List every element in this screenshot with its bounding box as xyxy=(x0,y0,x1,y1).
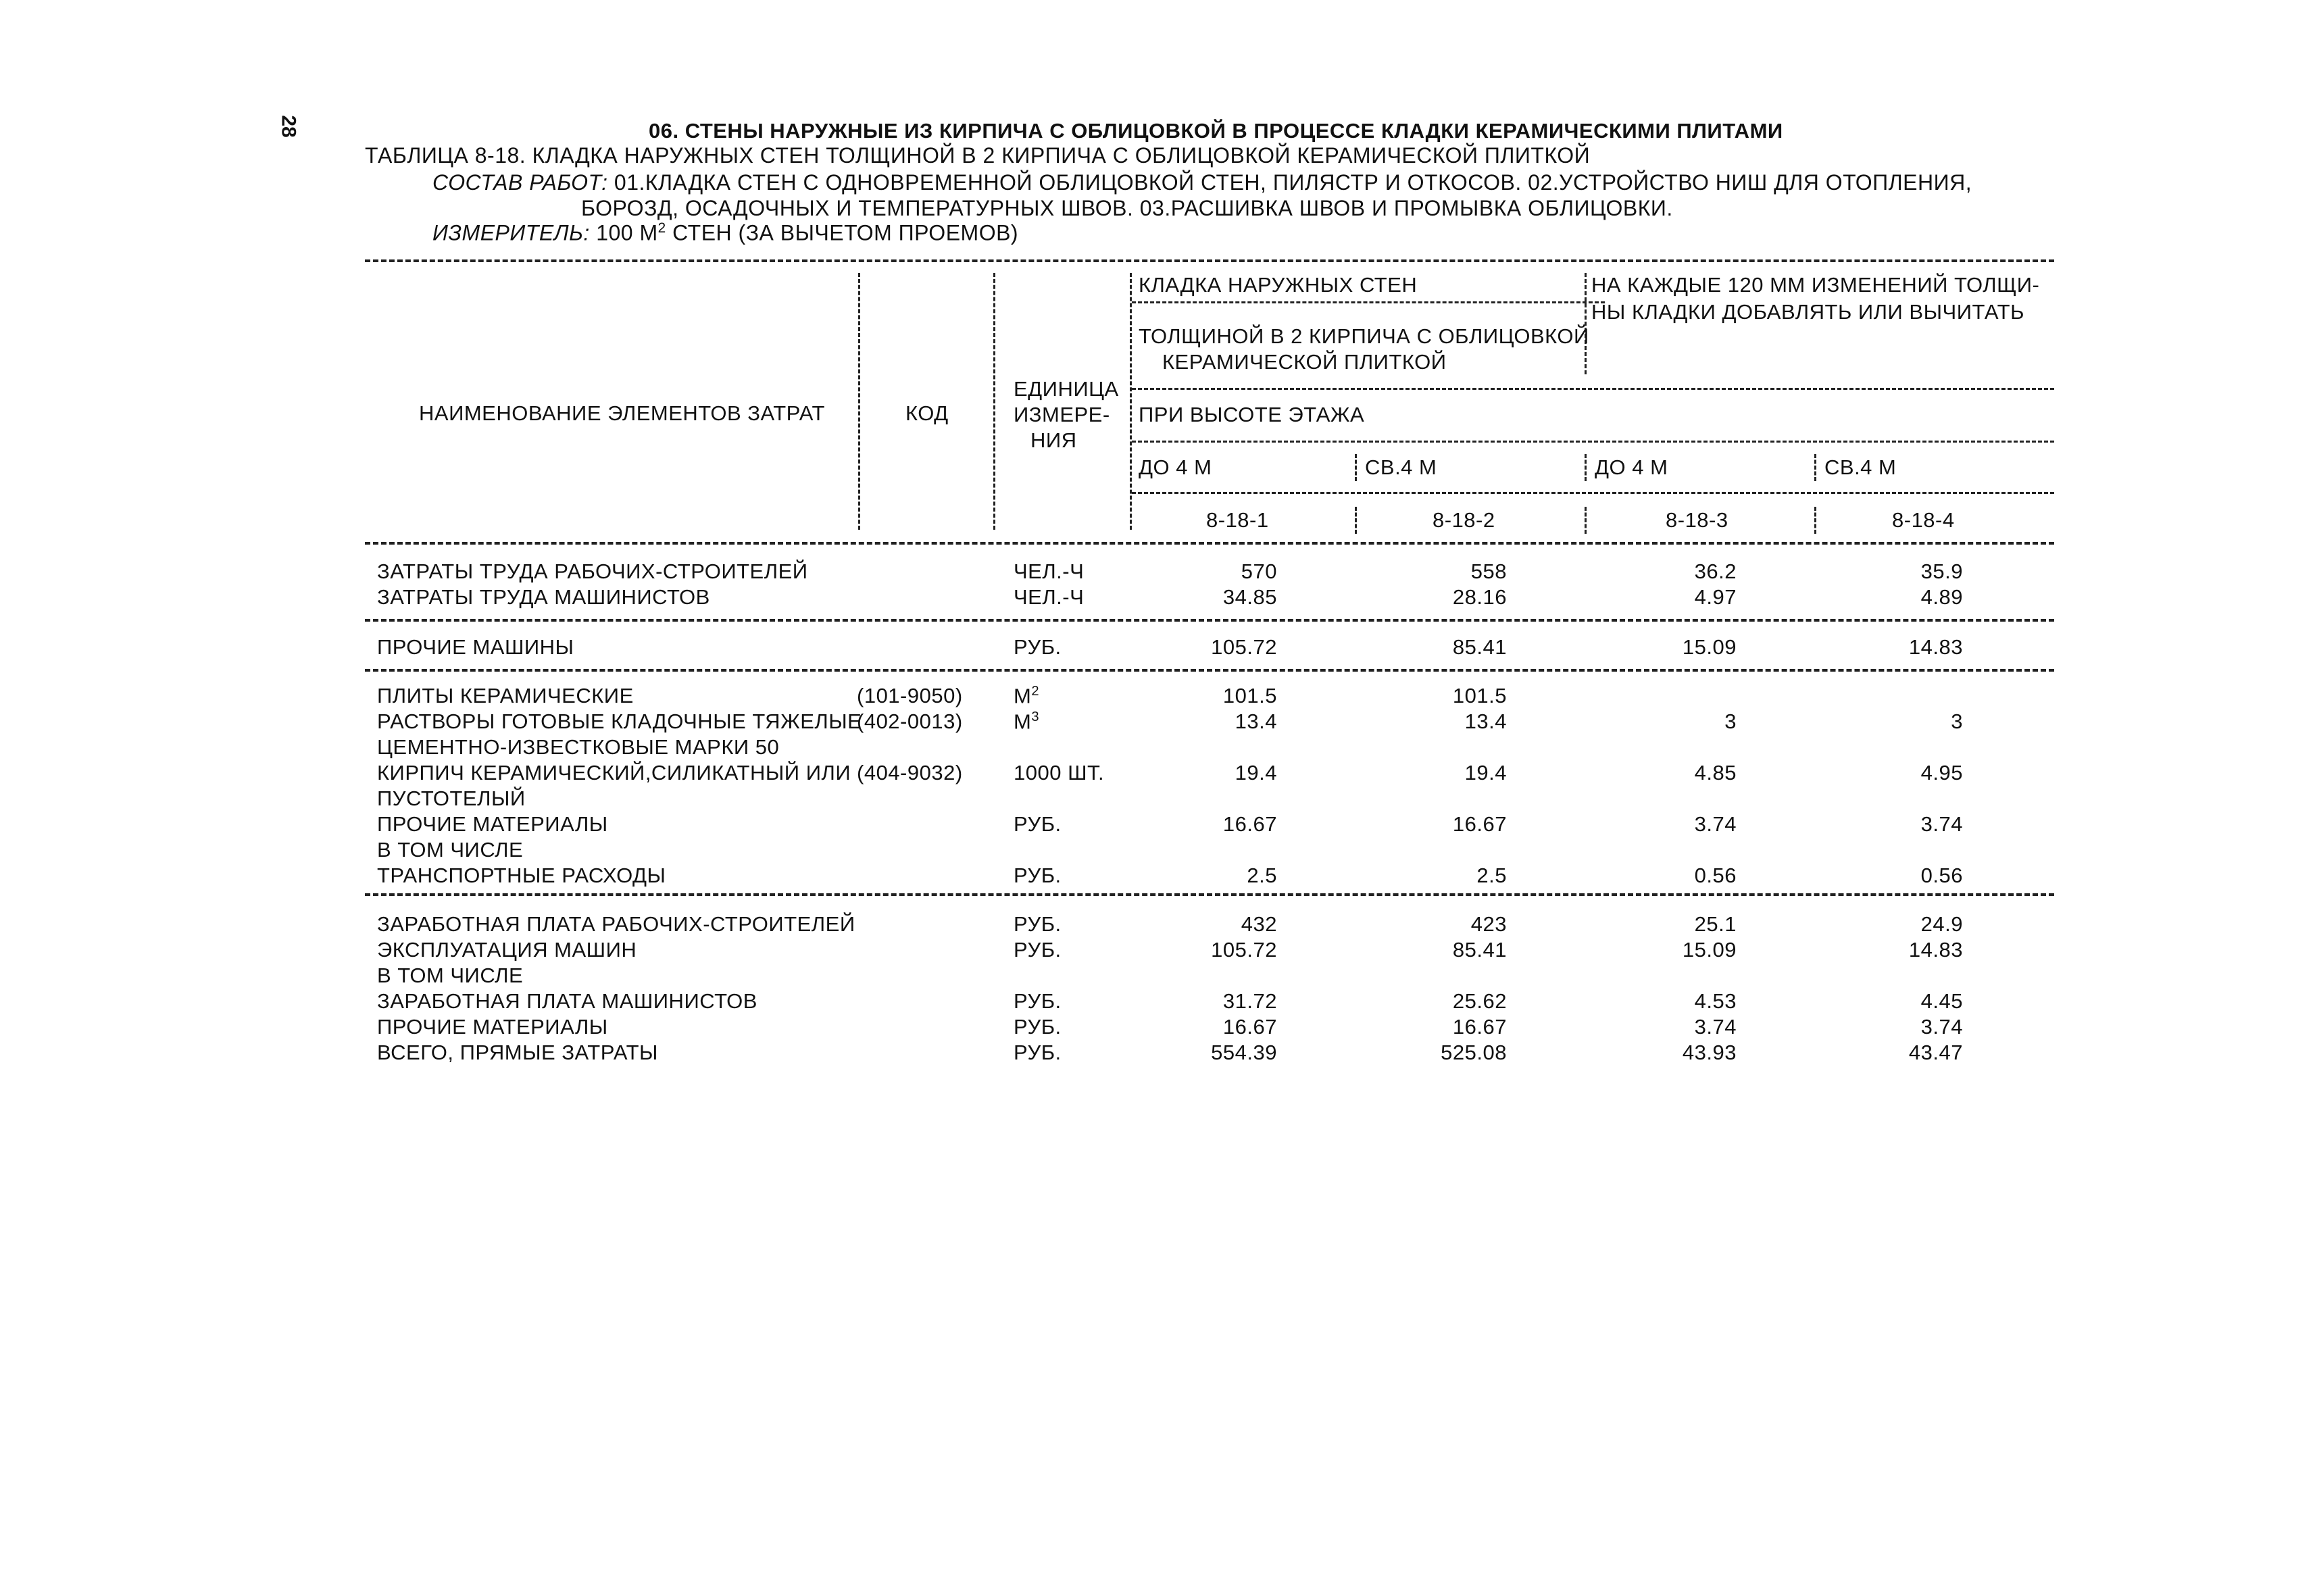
header-group1-a: КЛАДКА НАРУЖНЫХ СТЕН xyxy=(1139,273,1418,297)
cell-v1: 432 xyxy=(1241,912,1277,936)
cell-v4: 43.47 xyxy=(1908,1041,1963,1064)
header-vsep-h2 xyxy=(1355,454,1357,481)
cell-name: ПУСТОТЕЛЫЙ xyxy=(377,787,526,810)
cell-v3: 3.74 xyxy=(1694,1015,1737,1039)
cell-v2: 13.4 xyxy=(1464,709,1507,733)
cell-name: ЗАРАБОТНАЯ ПЛАТА РАБОЧИХ-СТРОИТЕЛЕЙ xyxy=(377,912,855,936)
header-code-1: 8-18-1 xyxy=(1206,508,1269,532)
cell-v2: 558 xyxy=(1470,559,1507,583)
header-rule-c xyxy=(1132,441,2054,443)
cell-code: (101-9050) xyxy=(857,684,963,707)
cell-v1: 31.72 xyxy=(1222,989,1277,1013)
section-rule-2 xyxy=(365,669,2054,672)
header-rule-b xyxy=(1132,388,2054,390)
cell-name: ЗАТРАТЫ ТРУДА МАШИНИСТОВ xyxy=(377,585,710,609)
cell-unit: РУБ. xyxy=(1014,989,1062,1013)
cell-name: КИРПИЧ КЕРАМИЧЕСКИЙ,СИЛИКАТНЫЙ ИЛИ xyxy=(377,761,851,784)
table-title: ТАБЛИЦА 8-18. КЛАДКА НАРУЖНЫХ СТЕН ТОЛЩИНОЙ В 2 КИРПИЧА С ОБЛИЦОВКОЙ КЕРАМИЧЕСКОЙ ПЛИТКОЙ xyxy=(365,143,1591,168)
cell-v3: 43.93 xyxy=(1682,1041,1737,1064)
cell-v2: 85.41 xyxy=(1452,938,1507,962)
cell-unit: ЧЕЛ.-Ч xyxy=(1014,585,1085,609)
cell-v1: 19.4 xyxy=(1235,761,1277,784)
cell-v1: 34.85 xyxy=(1222,585,1277,609)
cell-v4: 35.9 xyxy=(1920,559,1963,583)
cell-v3: 4.97 xyxy=(1694,585,1737,609)
header-unit-col-1: ЕДИНИЦА xyxy=(1014,377,1119,401)
header-h4: СВ.4 М xyxy=(1824,455,1897,479)
unit-of-measure-post: СТЕН (ЗА ВЫЧЕТОМ ПРОЕМОВ) xyxy=(666,220,1019,245)
cell-v3: 3 xyxy=(1724,709,1737,733)
header-group2-b: НЫ КЛАДКИ ДОБАВЛЯТЬ ИЛИ ВЫЧИТАТЬ xyxy=(1591,300,2024,324)
cell-v2: 101.5 xyxy=(1452,684,1507,707)
cell-unit: РУБ. xyxy=(1014,635,1062,659)
table-top-rule xyxy=(365,259,2054,262)
cell-name: ЗАТРАТЫ ТРУДА РАБОЧИХ-СТРОИТЕЛЕЙ xyxy=(377,559,808,583)
cell-v4: 24.9 xyxy=(1920,912,1963,936)
header-vsep-code xyxy=(993,273,995,530)
unit-of-measure-pre: 100 М xyxy=(596,220,658,245)
cell-unit: РУБ. xyxy=(1014,938,1062,962)
section-rule-3 xyxy=(365,893,2054,896)
work-composition-text-2: БОРОЗД, ОСАДОЧНЫХ И ТЕМПЕРАТУРНЫХ ШВОВ. 03.РАСШИВКА ШВОВ И ПРОМЫВКА ОБЛИЦОВКИ. xyxy=(581,196,1673,220)
cell-v1: 13.4 xyxy=(1235,709,1277,733)
header-rule-a xyxy=(1132,301,1605,303)
header-vsep-name xyxy=(858,273,860,530)
cell-v4: 4.95 xyxy=(1920,761,1963,784)
cell-v4: 14.83 xyxy=(1908,635,1963,659)
cell-name: ТРАНСПОРТНЫЕ РАСХОДЫ xyxy=(377,864,666,887)
unit-superscript: 3 xyxy=(1031,709,1040,724)
cell-v3: 15.09 xyxy=(1682,938,1737,962)
cell-v1: 101.5 xyxy=(1222,684,1277,707)
cell-name: В ТОМ ЧИСЛЕ xyxy=(377,838,524,862)
header-rule-d xyxy=(1132,492,2054,494)
section-title: 06. СТЕНЫ НАРУЖНЫЕ ИЗ КИРПИЧА С ОБЛИЦОВКОЙ В ПРОЦЕССЕ КЛАДКИ КЕРАМИЧЕСКИМИ ПЛИТАМИ xyxy=(649,119,1783,143)
cell-v3: 25.1 xyxy=(1694,912,1737,936)
cell-v3: 4.53 xyxy=(1694,989,1737,1013)
cell-v4: 3.74 xyxy=(1920,1015,1963,1039)
header-code-4: 8-18-4 xyxy=(1892,508,1955,532)
cell-v2: 16.67 xyxy=(1452,812,1507,836)
cell-code: (404-9032) xyxy=(857,761,963,784)
cell-unit: РУБ. xyxy=(1014,912,1062,936)
cell-name: ПРОЧИЕ МАШИНЫ xyxy=(377,635,574,659)
cell-v1: 16.67 xyxy=(1222,1015,1277,1039)
cell-v3: 0.56 xyxy=(1694,864,1737,887)
cell-unit: РУБ. xyxy=(1014,1015,1062,1039)
cell-name: ВСЕГО, ПРЯМЫЕ ЗАТРАТЫ xyxy=(377,1041,658,1064)
cell-unit: 1000 ШТ. xyxy=(1014,761,1105,784)
cell-name: ЦЕМЕНТНО-ИЗВЕСТКОВЫЕ МАРКИ 50 xyxy=(377,735,780,759)
cell-unit: $М^3$ xyxy=(1014,709,1040,734)
header-vsep-c2 xyxy=(1355,507,1357,534)
cell-v3: 4.85 xyxy=(1694,761,1737,784)
cell-v4: 4.45 xyxy=(1920,989,1963,1013)
unit-of-measure-label: ИЗМЕРИТЕЛЬ: xyxy=(432,220,590,245)
cell-v4: 4.89 xyxy=(1920,585,1963,609)
header-vsep-h4 xyxy=(1814,454,1816,481)
header-unit-col-3: НИЯ xyxy=(1030,428,1077,452)
header-bottom-rule xyxy=(365,542,2054,545)
cell-unit: $М^2$ xyxy=(1014,684,1040,708)
header-code-2: 8-18-2 xyxy=(1433,508,1495,532)
page-number: 28 xyxy=(277,115,300,138)
cell-v2: 85.41 xyxy=(1452,635,1507,659)
cell-v2: 25.62 xyxy=(1452,989,1507,1013)
cell-v4: 3 xyxy=(1951,709,1963,733)
cell-code: (402-0013) xyxy=(857,709,963,733)
cell-v2: 2.5 xyxy=(1476,864,1507,887)
cell-name: ЭКСПЛУАТАЦИЯ МАШИН xyxy=(377,938,637,962)
header-h1: ДО 4 М xyxy=(1139,455,1212,479)
cell-unit: РУБ. xyxy=(1014,812,1062,836)
cell-name: ПЛИТЫ КЕРАМИЧЕСКИЕ xyxy=(377,684,634,707)
unit-superscript: 2 xyxy=(1031,684,1040,699)
cell-v1: 570 xyxy=(1241,559,1277,583)
header-vsep-h3 xyxy=(1585,454,1587,481)
header-code-col: КОД xyxy=(905,401,949,425)
cell-v4: 14.83 xyxy=(1908,938,1963,962)
header-vsep-c4 xyxy=(1814,507,1816,534)
header-unit-col-2: ИЗМЕРЕ- xyxy=(1014,403,1110,426)
header-vsep-c3 xyxy=(1585,507,1587,534)
header-name-col: НАИМЕНОВАНИЕ ЭЛЕМЕНТОВ ЗАТРАТ xyxy=(419,401,825,425)
unit-of-measure xyxy=(432,220,1018,246)
header-code-3: 8-18-3 xyxy=(1666,508,1728,532)
cell-unit: РУБ. xyxy=(1014,1041,1062,1064)
cell-v4: 0.56 xyxy=(1920,864,1963,887)
cell-v2: 19.4 xyxy=(1464,761,1507,784)
cell-v3: 3.74 xyxy=(1694,812,1737,836)
cell-v2: 28.16 xyxy=(1452,585,1507,609)
cell-v1: 2.5 xyxy=(1247,864,1277,887)
work-composition-label: СОСТАВ РАБОТ: xyxy=(432,170,608,195)
header-vsep-group xyxy=(1585,273,1587,374)
work-composition xyxy=(432,170,1972,195)
header-group1-b: ТОЛЩИНОЙ В 2 КИРПИЧА С ОБЛИЦОВКОЙ xyxy=(1139,324,1589,348)
cell-v1: 16.67 xyxy=(1222,812,1277,836)
work-composition-text-1: 01.КЛАДКА СТЕН С ОДНОВРЕМЕННОЙ ОБЛИЦОВКОЙ СТЕН, ПИЛЯСТР И ОТКОСОВ. 02.УСТРОЙСТВО НИШ ДЛЯ ОТОПЛЕНИЯ, xyxy=(614,170,1972,195)
header-h2: СВ.4 М xyxy=(1365,455,1437,479)
cell-unit: РУБ. xyxy=(1014,864,1062,887)
section-rule-1 xyxy=(365,619,2054,622)
cell-name: В ТОМ ЧИСЛЕ xyxy=(377,964,524,987)
unit-of-measure-sup: 2 xyxy=(657,220,666,236)
header-h3: ДО 4 М xyxy=(1595,455,1668,479)
cell-v1: 105.72 xyxy=(1211,635,1277,659)
header-vsep-unit xyxy=(1130,273,1132,530)
cell-v2: 423 xyxy=(1470,912,1507,936)
cell-unit: ЧЕЛ.-Ч xyxy=(1014,559,1085,583)
header-group1-c: КЕРАМИЧЕСКОЙ ПЛИТКОЙ xyxy=(1162,350,1447,374)
cell-v3: 36.2 xyxy=(1694,559,1737,583)
cell-name: РАСТВОРЫ ГОТОВЫЕ КЛАДОЧНЫЕ ТЯЖЕЛЫЕ xyxy=(377,709,862,733)
header-height-label: ПРИ ВЫСОТЕ ЭТАЖА xyxy=(1139,403,1365,426)
cell-v2: 525.08 xyxy=(1441,1041,1507,1064)
cell-v1: 105.72 xyxy=(1211,938,1277,962)
cell-v1: 554.39 xyxy=(1211,1041,1277,1064)
cell-name: ПРОЧИЕ МАТЕРИАЛЫ xyxy=(377,812,608,836)
cell-v4: 3.74 xyxy=(1920,812,1963,836)
cell-v2: 16.67 xyxy=(1452,1015,1507,1039)
cell-name: ЗАРАБОТНАЯ ПЛАТА МАШИНИСТОВ xyxy=(377,989,757,1013)
header-group2-a: НА КАЖДЫЕ 120 ММ ИЗМЕНЕНИЙ ТОЛЩИ- xyxy=(1591,273,2040,297)
cell-v3: 15.09 xyxy=(1682,635,1737,659)
cell-name: ПРОЧИЕ МАТЕРИАЛЫ xyxy=(377,1015,608,1039)
